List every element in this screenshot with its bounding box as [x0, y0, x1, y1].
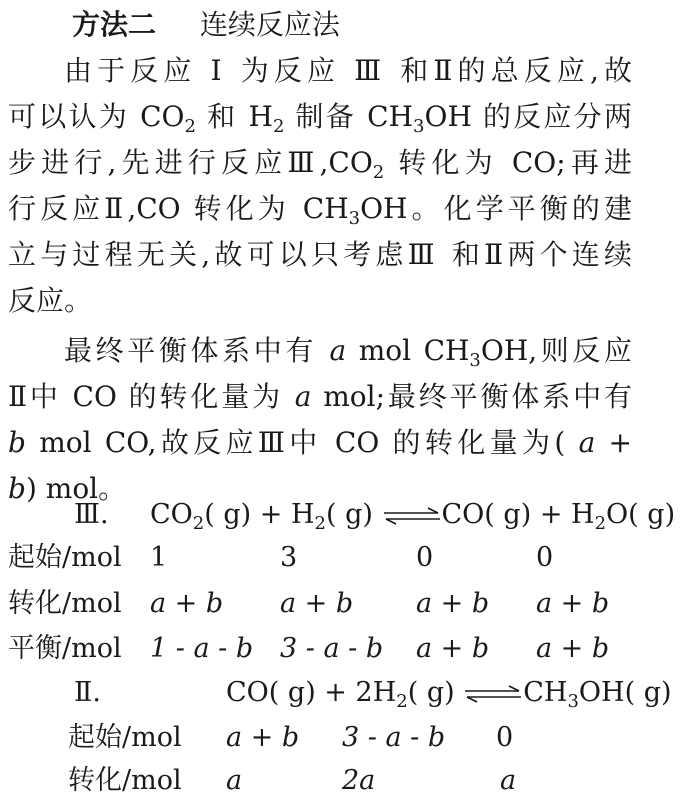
var-a: a — [578, 426, 596, 459]
method-title: 连续反应法 — [199, 8, 340, 41]
equilibrium-arrow-icon — [382, 508, 442, 524]
eq-text: O( g) — [606, 499, 676, 530]
value-h2: 3 — [280, 542, 298, 573]
para1-text-2g: OH 的反应分两 — [424, 100, 632, 133]
para2-text-3b: mol CO,故反应Ⅲ中 CO 的转化量为( — [25, 426, 579, 459]
subscript: 2 — [184, 116, 196, 137]
reaction2-equation — [226, 670, 672, 716]
para1-line6 — [8, 278, 632, 324]
reaction2-label: Ⅱ. — [74, 677, 101, 708]
para2-text-1e: OH,则反应 — [480, 334, 633, 367]
value-h2o: a + b — [536, 633, 610, 664]
para1-text-5: 立与过程无关,故可以只考虑Ⅲ 和Ⅱ两个连续 — [8, 238, 632, 271]
reaction3-equation — [150, 492, 675, 538]
para1-text-2c: 和 H — [195, 100, 273, 133]
eq-text: CO — [150, 499, 193, 530]
para2-line3 — [8, 420, 632, 466]
para1-text-6: 反应。 — [8, 284, 93, 317]
subscript: 2 — [314, 513, 326, 534]
para1-line1 — [64, 48, 632, 94]
subscript: 3 — [567, 691, 579, 712]
eq-text: CO( g) + H — [441, 499, 595, 530]
value-co: a — [226, 765, 243, 796]
value-co: 0 — [416, 542, 434, 573]
eq-text: ( g) — [407, 677, 455, 708]
eq-text: CH — [523, 677, 568, 708]
value-co: a + b — [416, 633, 490, 664]
var-b: b — [8, 426, 26, 459]
value-co: a + b — [226, 722, 300, 753]
para1-text-3a: 步进行,先进行反应Ⅲ,CO — [8, 146, 373, 179]
para1-text-2e: 制备 CH — [284, 100, 414, 133]
subscript: 2 — [372, 162, 385, 183]
eq-text: ( g) — [325, 499, 373, 530]
var-b: b — [8, 472, 26, 505]
para1-text-4c: OH。化学平衡的建 — [360, 192, 632, 225]
subscript: 2 — [396, 691, 408, 712]
value-co2: a + b — [150, 588, 224, 619]
var-a: a — [294, 380, 312, 413]
value-co: a + b — [416, 588, 490, 619]
subscript: 3 — [469, 350, 481, 371]
value-h2o: 0 — [536, 542, 554, 573]
row-label: 起始/mol — [68, 722, 182, 753]
para2-text-1c: mol CH — [346, 334, 470, 367]
reaction3-label: Ⅲ. — [74, 499, 109, 530]
value-h2: 3 - a - b — [280, 633, 384, 664]
para1-line3 — [8, 140, 632, 186]
eq-text: CO( g) + 2H — [226, 677, 397, 708]
para1-text-4a: 行反应Ⅱ,CO 转化为 CH — [8, 192, 349, 225]
section-heading — [72, 2, 696, 48]
row-label: 起始/mol — [8, 542, 122, 573]
para1-line4 — [8, 186, 632, 232]
subscript: 2 — [272, 116, 285, 137]
equilibrium-arrow-icon — [463, 686, 523, 702]
value-h2o: a + b — [536, 588, 610, 619]
para2-text-1a: 最终平衡体系中有 — [64, 334, 330, 367]
subscript: 3 — [413, 116, 425, 137]
para2-text-2c: mol;最终平衡体系中有 — [311, 380, 632, 413]
para2-line2 — [8, 374, 632, 420]
value-co2: 1 - a - b — [150, 633, 254, 664]
value-ch3oh: 0 — [496, 722, 514, 753]
para2-line1 — [64, 328, 632, 374]
row-label: 转化/mol — [8, 588, 122, 619]
para2-text-4b: ) mol。 — [25, 472, 127, 505]
para1-text-2a: 可以认为 CO — [8, 100, 185, 133]
eq-text: ( g) + H — [204, 499, 315, 530]
para1-line5 — [8, 232, 632, 278]
para2-text-2a: Ⅱ中 CO 的转化量为 — [8, 380, 295, 413]
para2-text-3d: + — [595, 426, 632, 459]
value-h2: a + b — [280, 588, 354, 619]
para1-text-3c: 转化为 CO;再进 — [384, 146, 632, 179]
eq-text: OH( g) — [578, 677, 672, 708]
para1-text-1: 由于反应 Ⅰ 为反应 Ⅲ 和Ⅱ的总反应,故 — [64, 54, 632, 87]
subscript: 3 — [348, 208, 361, 229]
row-label: 转化/mol — [68, 765, 182, 796]
subscript: 2 — [192, 513, 205, 534]
value-h2: 2a — [342, 765, 376, 796]
value-h2: 3 - a - b — [342, 722, 446, 753]
value-ch3oh: a — [500, 765, 517, 796]
para1-line2 — [8, 94, 632, 140]
method-label: 方法二 — [72, 8, 157, 41]
row-label: 平衡/mol — [8, 633, 122, 664]
value-co2: 1 — [150, 542, 168, 573]
subscript: 2 — [594, 513, 607, 534]
var-a: a — [329, 334, 347, 367]
